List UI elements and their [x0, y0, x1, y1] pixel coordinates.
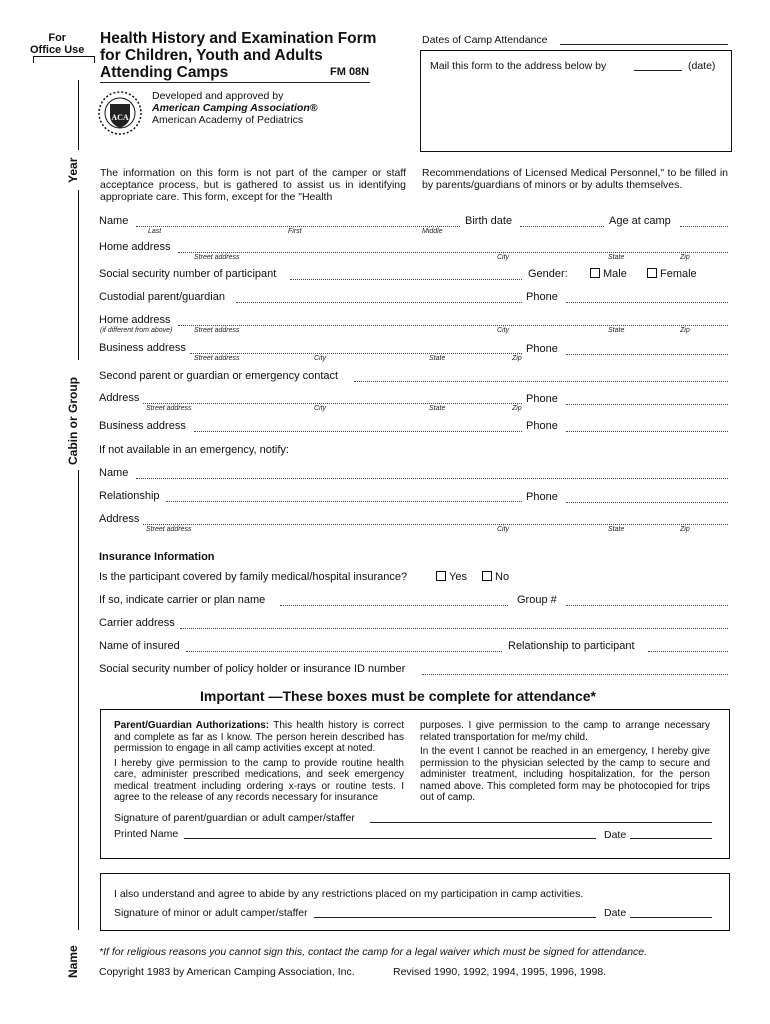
- addr2-city-sub: City: [497, 526, 510, 533]
- middle-sub: Middle: [422, 228, 443, 235]
- margin-line-3: [78, 470, 79, 930]
- ssn-field[interactable]: [290, 279, 522, 280]
- aca-seal-icon: [97, 90, 143, 136]
- address-label: Address: [99, 392, 140, 404]
- margin-line-2: [78, 190, 79, 360]
- printed-name-field[interactable]: [184, 838, 596, 839]
- birth-date-field[interactable]: [520, 226, 604, 227]
- dates-attendance-field[interactable]: [560, 44, 728, 45]
- age-label: Age at camp: [609, 215, 671, 227]
- female-label: Female: [660, 268, 697, 280]
- religious-note: *If for religious reasons you cannot sign this, contact the camp for a legal waiver which must be signed for attendance.: [99, 946, 648, 958]
- auth-p2: I hereby give permission to the camp to provide routine health care, administer prescribed medications, and seek emergency medical treatment including ordering x-rays or routine tests. I agree to the release of any records necessary for insurance: [114, 757, 404, 803]
- intro-left: The information on this form is not part of the camper or staff acceptance process, but is gathered to assist us in identifying appropriate care. This form, except for the "Health: [100, 167, 406, 203]
- relationship-phone-field[interactable]: [566, 502, 728, 503]
- female-checkbox[interactable]: [647, 268, 657, 278]
- home2-zip-sub: Zip: [680, 327, 690, 334]
- home-street-sub: Street address: [194, 254, 240, 261]
- home-city-sub: City: [497, 254, 510, 261]
- yes-checkbox[interactable]: [436, 571, 446, 581]
- home-zip-sub: Zip: [680, 254, 690, 261]
- mail-date-field[interactable]: [634, 70, 682, 71]
- home-address-field[interactable]: [178, 252, 728, 253]
- home-address-label: Home address: [99, 241, 171, 253]
- address-phone-field[interactable]: [566, 404, 728, 405]
- ssn-policy-label: Social security number of policy holder or insurance ID number: [99, 663, 406, 675]
- custodial-field[interactable]: [236, 302, 522, 303]
- second-parent-label: Second parent or guardian or emergency contact: [99, 370, 339, 382]
- office-bracket: [33, 56, 95, 63]
- biz-city-sub: City: [314, 355, 327, 362]
- name2-field[interactable]: [136, 478, 728, 479]
- insured-relationship-field[interactable]: [648, 651, 728, 652]
- dev-line-1: Developed and approved by: [152, 90, 284, 102]
- developed-by: [152, 90, 317, 126]
- first-sub: First: [288, 228, 302, 235]
- addr2-state-sub: State: [608, 526, 625, 533]
- date2-field[interactable]: [630, 917, 712, 918]
- home2-city-sub: City: [497, 327, 510, 334]
- age-field[interactable]: [680, 226, 728, 227]
- margin-cabin: Cabin or Group: [66, 377, 80, 465]
- yes-option[interactable]: [436, 571, 467, 583]
- custodial-phone-field[interactable]: [566, 302, 728, 303]
- addr-street-sub: Street address: [146, 405, 192, 412]
- business-address-field[interactable]: [190, 353, 522, 354]
- auth-p4: In the event I cannot be reached in an emergency, I hereby give permission to the physician selected by the camp to secure and administer treatment, including hospitalization, for the person named above. This completed form may be photocopied for trips out of camp.: [420, 746, 710, 803]
- business-phone-field[interactable]: [566, 354, 728, 355]
- agreement-box: [100, 873, 730, 931]
- insured-relationship-label: Relationship to participant: [508, 640, 635, 652]
- business-phone-label: Phone: [526, 343, 558, 355]
- office-use-label: [30, 32, 84, 56]
- ssn-policy-field[interactable]: [422, 674, 728, 675]
- title-line-3: Attending Camps: [100, 64, 229, 81]
- home2-street-sub: Street address: [194, 327, 240, 334]
- relationship-field[interactable]: [166, 501, 522, 502]
- relationship-label: Relationship: [99, 490, 160, 502]
- if-different-sub: (if different from above): [100, 327, 173, 334]
- margin-year: Year: [66, 157, 80, 183]
- biz-zip-sub: Zip: [512, 355, 522, 362]
- dev-line-3: American Academy of Pediatrics: [152, 114, 304, 126]
- title-line-2: for Children, Youth and Adults: [100, 47, 323, 64]
- addr2-street-sub: Street address: [146, 526, 192, 533]
- intro-right: Recommendations of Licensed Medical Personnel," to be filled in by parents/guardians of minors or by adults themselves.: [422, 167, 728, 191]
- carrier-label: If so, indicate carrier or plan name: [99, 594, 266, 606]
- business-address-label: Business address: [99, 342, 186, 354]
- date2-label: Date: [604, 907, 627, 919]
- ssn-label: Social security number of participant: [99, 268, 277, 280]
- auth-left: [114, 720, 404, 804]
- address-phone-label: Phone: [526, 393, 558, 405]
- agree-text: I also understand and agree to abide by any restrictions placed on my participation in camp activities.: [114, 888, 584, 900]
- gender-label: Gender:: [528, 268, 568, 280]
- no-label: No: [495, 571, 510, 583]
- mail-label: Mail this form to the address below by: [430, 60, 607, 72]
- second-parent-field[interactable]: [354, 381, 728, 382]
- signature-label: Signature of parent/guardian or adult camper/staffer: [114, 812, 355, 824]
- signature-minor-label: Signature of minor or adult camper/staffer: [114, 907, 308, 919]
- important-heading: Important —These boxes must be complete for attendance*: [200, 688, 596, 704]
- printed-name-label: Printed Name: [114, 828, 179, 840]
- margin-name: Name: [66, 945, 80, 978]
- covered-label: Is the participant covered by family medical/hospital insurance?: [99, 571, 408, 583]
- auth-p1: [114, 720, 404, 755]
- yes-label: Yes: [449, 571, 467, 583]
- female-option[interactable]: [647, 268, 697, 280]
- auth-right: [420, 720, 710, 804]
- addr-zip-sub: Zip: [512, 405, 522, 412]
- birth-date-label: Birth date: [465, 215, 513, 227]
- no-checkbox[interactable]: [482, 571, 492, 581]
- logo-letters: ACA: [111, 113, 129, 122]
- date-label: Date: [604, 829, 627, 841]
- home-address2-label: Home address: [99, 314, 171, 326]
- header-rule: [100, 82, 370, 83]
- home-address2-field[interactable]: [178, 325, 728, 326]
- business-address2-label: Business address: [99, 420, 186, 432]
- name-label: Name: [99, 215, 129, 227]
- custodial-label: Custodial parent/guardian: [99, 291, 225, 303]
- business-address2-field[interactable]: [194, 431, 522, 432]
- margin-line-1: [78, 80, 79, 150]
- aca-logo: [97, 90, 143, 136]
- office-use: Office Use: [30, 44, 85, 56]
- dev-line-2: American Camping Association®: [152, 102, 318, 114]
- address-field[interactable]: [143, 403, 522, 404]
- relationship-phone-label: Phone: [526, 491, 558, 503]
- last-sub: Last: [148, 228, 162, 235]
- address2-field[interactable]: [143, 524, 728, 525]
- no-option[interactable]: [482, 571, 509, 583]
- address2-label: Address: [99, 513, 140, 525]
- group-field[interactable]: [566, 605, 728, 606]
- office-for: For: [48, 32, 67, 44]
- addr-state-sub: State: [429, 405, 446, 412]
- carrier-field[interactable]: [280, 605, 508, 606]
- form-code: FM 08N: [330, 66, 370, 78]
- revised: Revised 1990, 1992, 1994, 1995, 1996, 1998.: [393, 966, 607, 978]
- signature-field[interactable]: [370, 822, 712, 823]
- insurance-heading: Insurance Information: [99, 551, 215, 563]
- carrier-address-field[interactable]: [180, 628, 728, 629]
- auth-p1-text: This health history is correct and complete as far as I know. The person herein described has permission to engage in all camp activities except at noted.: [114, 720, 404, 754]
- male-label: Male: [603, 268, 627, 280]
- signature-minor-field[interactable]: [314, 917, 596, 918]
- name-insured-field[interactable]: [186, 651, 502, 652]
- biz-state-sub: State: [429, 355, 446, 362]
- custodial-phone-label: Phone: [526, 291, 558, 303]
- title-line-1: Health History and Examination Form: [100, 30, 377, 47]
- business2-phone-field[interactable]: [566, 431, 728, 432]
- group-label: Group #: [517, 594, 557, 606]
- male-checkbox[interactable]: [590, 268, 600, 278]
- mail-date-label: (date): [688, 60, 716, 72]
- male-option[interactable]: [590, 268, 627, 280]
- home-state-sub: State: [608, 254, 625, 261]
- name-field[interactable]: [136, 226, 460, 227]
- auth-bold: Parent/Guardian Authorizations:: [114, 720, 270, 731]
- home2-state-sub: State: [608, 327, 625, 334]
- if-not-available-label: If not available in an emergency, notify:: [99, 444, 289, 456]
- copyright: Copyright 1983 by American Camping Association, Inc.: [99, 966, 355, 978]
- name-insured-label: Name of insured: [99, 640, 180, 652]
- addr2-zip-sub: Zip: [680, 526, 690, 533]
- auth-p3: purposes. I give permission to the camp to arrange necessary related transportation for me/my child.: [420, 720, 710, 743]
- date-field[interactable]: [630, 838, 712, 839]
- business2-phone-label: Phone: [526, 420, 558, 432]
- addr-city-sub: City: [314, 405, 327, 412]
- name2-label: Name: [99, 467, 129, 479]
- carrier-address-label: Carrier address: [99, 617, 175, 629]
- biz-street-sub: Street address: [194, 355, 240, 362]
- dates-attendance-label: Dates of Camp Attendance: [422, 34, 548, 46]
